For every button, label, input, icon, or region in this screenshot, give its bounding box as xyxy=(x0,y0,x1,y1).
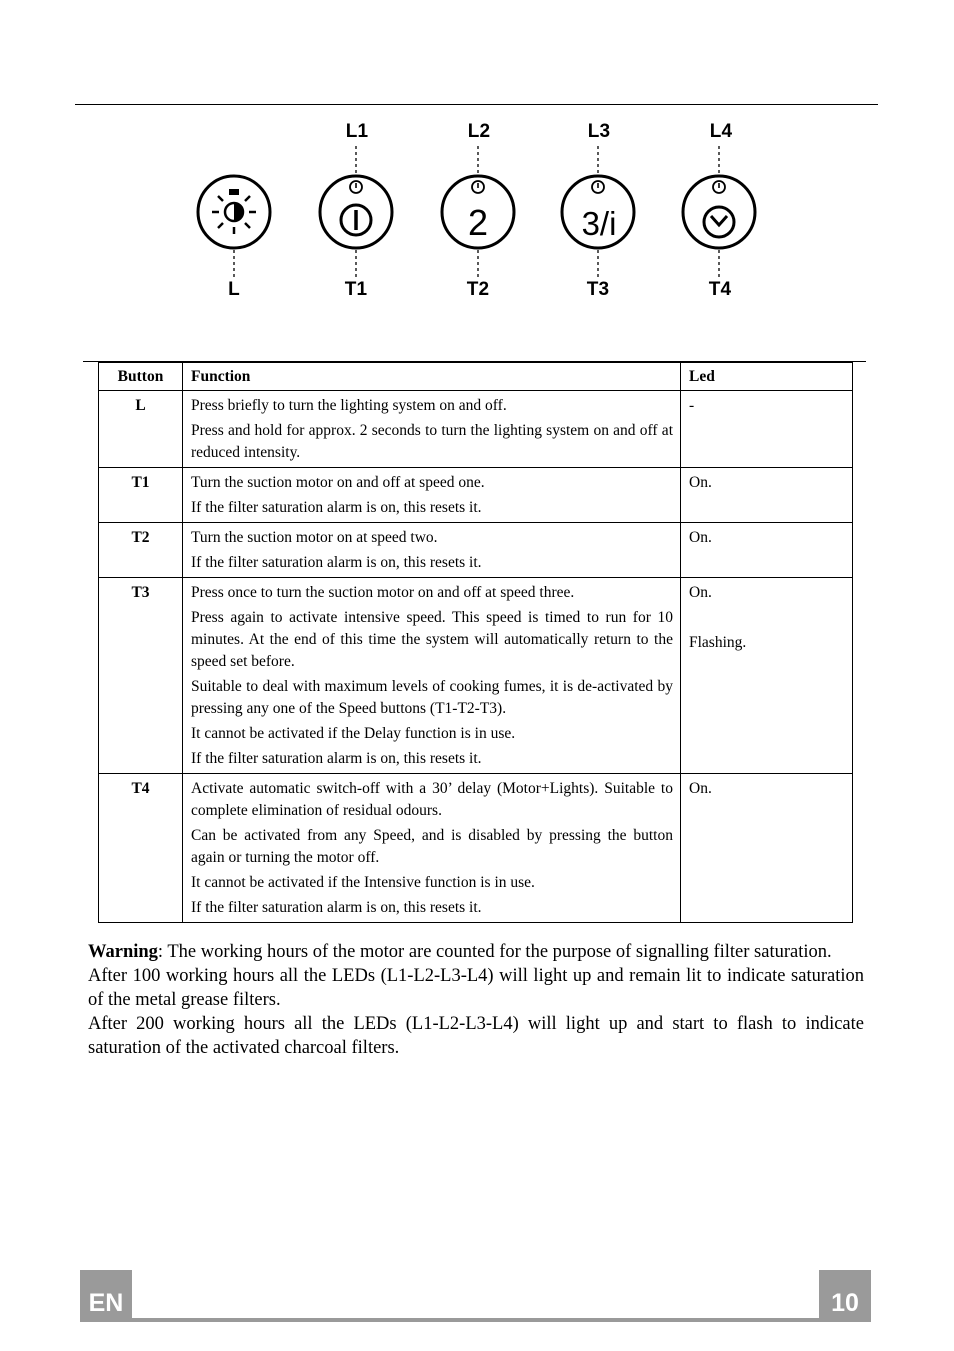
row-button-l: L xyxy=(99,391,183,468)
button-label-t4: T4 xyxy=(708,279,732,300)
function-line: Press again to activate intensive speed. This speed is timed to run for 10 minutes. At the end of this time the system will automatically return to the speed set before. xyxy=(191,609,673,670)
table-row xyxy=(99,578,853,774)
table-header-row xyxy=(99,363,853,391)
function-line: Press briefly to turn the lighting system on and off. xyxy=(191,397,507,414)
table-row xyxy=(99,523,853,578)
table-row xyxy=(99,774,853,923)
function-line: If the filter saturation alarm is on, this resets it. xyxy=(191,899,482,916)
warning-paragraph: After 200 working hours all the LEDs (L1-L2-L3-L4) will light up and start to flash to indicate saturation of the activated charcoal filters. xyxy=(88,1014,864,1058)
function-line: Press and hold for approx. 2 seconds to turn the lighting system on and off at reduced intensity. xyxy=(191,422,673,461)
led-label-l2: L2 xyxy=(467,121,491,142)
control-panel-diagram xyxy=(0,0,954,330)
light-button-icon[interactable] xyxy=(198,176,270,248)
row-button-t4: T4 xyxy=(99,774,183,923)
t2-button-icon[interactable] xyxy=(442,176,514,248)
led-indicator-icon xyxy=(713,181,725,193)
led-indicator-icon xyxy=(350,181,362,193)
table-row xyxy=(99,391,853,468)
row-led xyxy=(681,468,853,523)
light-bulb-icon xyxy=(212,189,256,234)
function-line: If the filter saturation alarm is on, this resets it. xyxy=(191,750,482,767)
row-function xyxy=(183,578,681,774)
row-button-t3: T3 xyxy=(99,578,183,774)
button-label-t2: T2 xyxy=(466,279,490,300)
speed-two-icon: 2 xyxy=(467,202,489,243)
page-number: 10 xyxy=(819,1270,871,1322)
led-state: - xyxy=(689,397,695,414)
row-led xyxy=(681,391,853,468)
t1-button-icon[interactable] xyxy=(320,176,392,248)
function-line: Can be activated from any Speed, and is disabled by pressing the button again or turning the motor off. xyxy=(191,827,673,866)
row-function xyxy=(183,523,681,578)
function-table xyxy=(98,362,853,923)
row-function xyxy=(183,391,681,468)
function-line: It cannot be activated if the Intensive function is in use. xyxy=(191,874,535,891)
led-state: On. xyxy=(689,474,712,491)
function-line: Turn the suction motor on and off at speed one. xyxy=(191,474,485,491)
led-state: On. xyxy=(689,780,712,797)
header-button: Button xyxy=(99,363,183,391)
row-function xyxy=(183,774,681,923)
warning-paragraph: After 100 working hours all the LEDs (L1-L2-L3-L4) will light up and remain lit to indicate saturation of the metal grease filters. xyxy=(88,966,864,1010)
function-line: Turn the suction motor on at speed two. xyxy=(191,529,438,546)
t3-button-icon[interactable] xyxy=(562,176,634,248)
function-line: Press once to turn the suction motor on and off at speed three. xyxy=(191,584,575,601)
language-tab: EN xyxy=(80,1270,132,1322)
timer-clock-icon xyxy=(704,207,734,237)
led-label-l4: L4 xyxy=(709,121,733,142)
header-led: Led xyxy=(681,363,853,391)
row-led xyxy=(681,523,853,578)
t4-button-icon[interactable] xyxy=(683,176,755,248)
table-row xyxy=(99,468,853,523)
function-line: Activate automatic switch-off with a 30’ delay (Motor+Lights). Suitable to complete elimination of residual odours. xyxy=(191,780,673,819)
led-indicator-icon xyxy=(592,181,604,193)
led-state: On. xyxy=(689,584,712,601)
speed-three-intensive-icon: 3/i xyxy=(581,205,617,242)
row-led xyxy=(681,774,853,923)
warning-section xyxy=(88,940,864,1060)
led-label-l3: L3 xyxy=(587,121,611,142)
led-state: Flashing. xyxy=(689,634,747,651)
warning-text: : The working hours of the motor are counted for the purpose of signalling filter saturation. xyxy=(157,942,832,962)
header-function: Function xyxy=(183,363,681,391)
function-line: If the filter saturation alarm is on, this resets it. xyxy=(191,499,482,516)
led-indicator-icon xyxy=(472,181,484,193)
button-label-t3: T3 xyxy=(586,279,610,300)
function-line: If the filter saturation alarm is on, this resets it. xyxy=(191,554,482,571)
row-function xyxy=(183,468,681,523)
function-line: It cannot be activated if the Delay function is in use. xyxy=(191,725,516,742)
warning-paragraph xyxy=(88,940,864,964)
footer-bar xyxy=(80,1318,871,1322)
row-led xyxy=(681,578,853,774)
button-label-t1: T1 xyxy=(344,279,368,300)
row-button-t2: T2 xyxy=(99,523,183,578)
power-icon xyxy=(341,205,371,235)
row-button-t1: T1 xyxy=(99,468,183,523)
button-label-l: L xyxy=(228,279,240,300)
led-state: On. xyxy=(689,529,712,546)
warning-label: Warning xyxy=(88,942,158,962)
function-line: Suitable to deal with maximum levels of cooking fumes, it is de-activated by pressing any one of the Speed buttons (T1-T2-T3). xyxy=(191,678,673,717)
led-label-l1: L1 xyxy=(345,121,369,142)
